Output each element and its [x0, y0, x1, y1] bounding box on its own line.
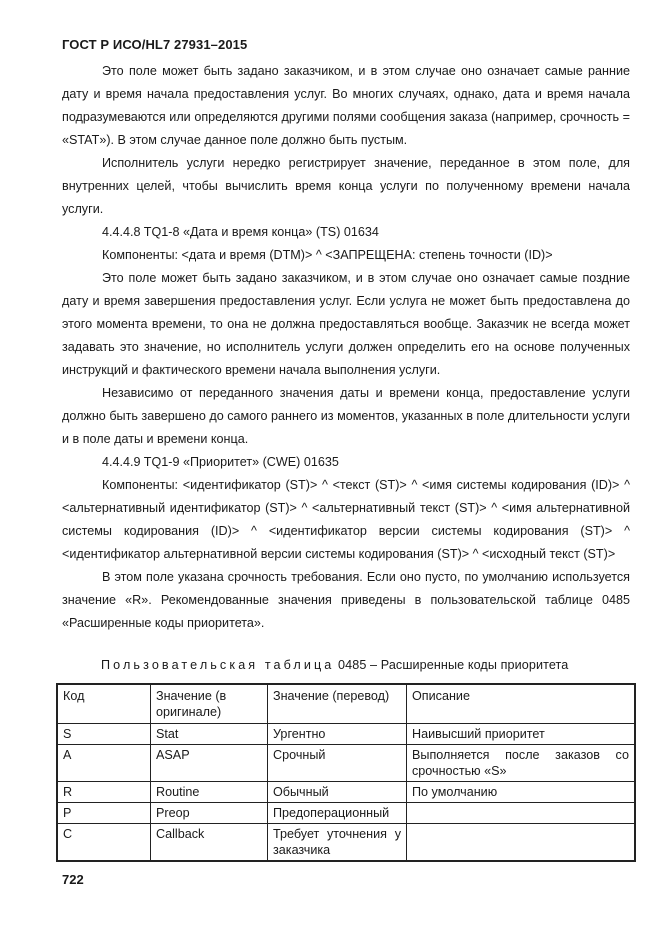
priority-codes-table [56, 683, 636, 862]
cell-description: По умолчанию [407, 782, 636, 803]
table-row [57, 724, 635, 745]
cell-description [407, 803, 636, 824]
cell-code: P [57, 803, 151, 824]
body-text [62, 60, 630, 635]
cell-translated-value: Ургентно [268, 724, 407, 745]
paragraph: Исполнитель услуги нередко регистрирует значение, переданное в этом поле, для внутренних целей, чтобы вычислить время конца услуги по полученному времени начала услуги. [62, 156, 630, 216]
cell-original-value: Callback [151, 824, 268, 862]
table-header-row [57, 684, 635, 724]
page-number: 722 [62, 872, 84, 887]
cell-code: R [57, 782, 151, 803]
cell-translated-value: Обычный [268, 782, 407, 803]
cell-original-value: Preop [151, 803, 268, 824]
header-translated-value: Значение (перевод) [268, 684, 407, 724]
paragraph: Это поле может быть задано заказчиком, и в этом случае оно означает самые поздние дату и время завершения предоставления услуг. Если услуга не может быть предоставлена до этого момента времени, то она не должна предоставляться вообще. Заказчик не всегда может задавать это значение, но исполнитель услуги должен определить его на основе полученных инструкций и фактического времени начала выполнения услуги. [62, 271, 630, 377]
section-heading: Компоненты: <дата и время (DTM)> ^ <ЗАПРЕЩЕНА: степень точности (ID)> [102, 248, 553, 262]
cell-code: C [57, 824, 151, 862]
cell-description: Наивысший приоритет [407, 724, 636, 745]
header-original-value: Значение (в оригинале) [151, 684, 268, 724]
cell-original-value: Stat [151, 724, 268, 745]
paragraph: Компоненты: <идентификатор (ST)> ^ <текст (ST)> ^ <имя системы кодирования (ID)> ^ <альтернативный идентификатор (ST)> ^ <альтернативный текст (ST)> ^ <имя альтернативной системы кодирования (ID)> ^ <идентификатор версии системы кодирования (ST)> ^ <идентификатор альтернативной версии системы кодирования (ST)> ^ <исходный текст (ST)> [62, 478, 630, 561]
cell-original-value: ASAP [151, 745, 268, 782]
section-heading: 4.4.4.9 TQ1-9 «Приоритет» (CWE) 01635 [102, 455, 339, 469]
cell-translated-value: Предоперационный [268, 803, 407, 824]
header-description: Описание [407, 684, 636, 724]
table-row [57, 782, 635, 803]
table-row [57, 824, 635, 862]
cell-code: A [57, 745, 151, 782]
document-header: ГОСТ Р ИСО/HL7 27931–2015 [62, 37, 248, 52]
table-caption-rest: 0485 – Расширенные коды приоритета [334, 658, 569, 672]
header-code: Код [57, 684, 151, 724]
section-heading: 4.4.4.8 TQ1-8 «Дата и время конца» (TS) 01634 [102, 225, 379, 239]
cell-original-value: Routine [151, 782, 268, 803]
cell-description: Выполняется после заказов со срочностью «S» [407, 745, 636, 782]
cell-translated-value: Требует уточнения у заказчика [268, 824, 407, 862]
cell-description [407, 824, 636, 862]
table-caption [101, 658, 631, 672]
table-row [57, 803, 635, 824]
table-caption-spaced: Пользовательская таблица [101, 658, 335, 672]
paragraph: В этом поле указана срочность требования. Если оно пусто, по умолчанию используется значение «R». Рекомендованные значения приведены в пользовательской таблице 0485 «Расширенные коды приоритета». [62, 570, 630, 630]
paragraph: Это поле может быть задано заказчиком, и в этом случае оно означает самые ранние дату и время начала предоставления услуг. Во многих случаях, однако, дата и время начала подразумеваются или определяются другими полями сообщения заказа (например, срочность = «STAT»). В этом случае данное поле должно быть пустым. [62, 64, 630, 147]
paragraph: Независимо от переданного значения даты и времени конца, предоставление услуги должно быть завершено до самого раннего из моментов, указанных в поле длительности услуги и в поле даты и времени конца. [62, 386, 630, 446]
cell-translated-value: Срочный [268, 745, 407, 782]
table-row [57, 745, 635, 782]
cell-code: S [57, 724, 151, 745]
